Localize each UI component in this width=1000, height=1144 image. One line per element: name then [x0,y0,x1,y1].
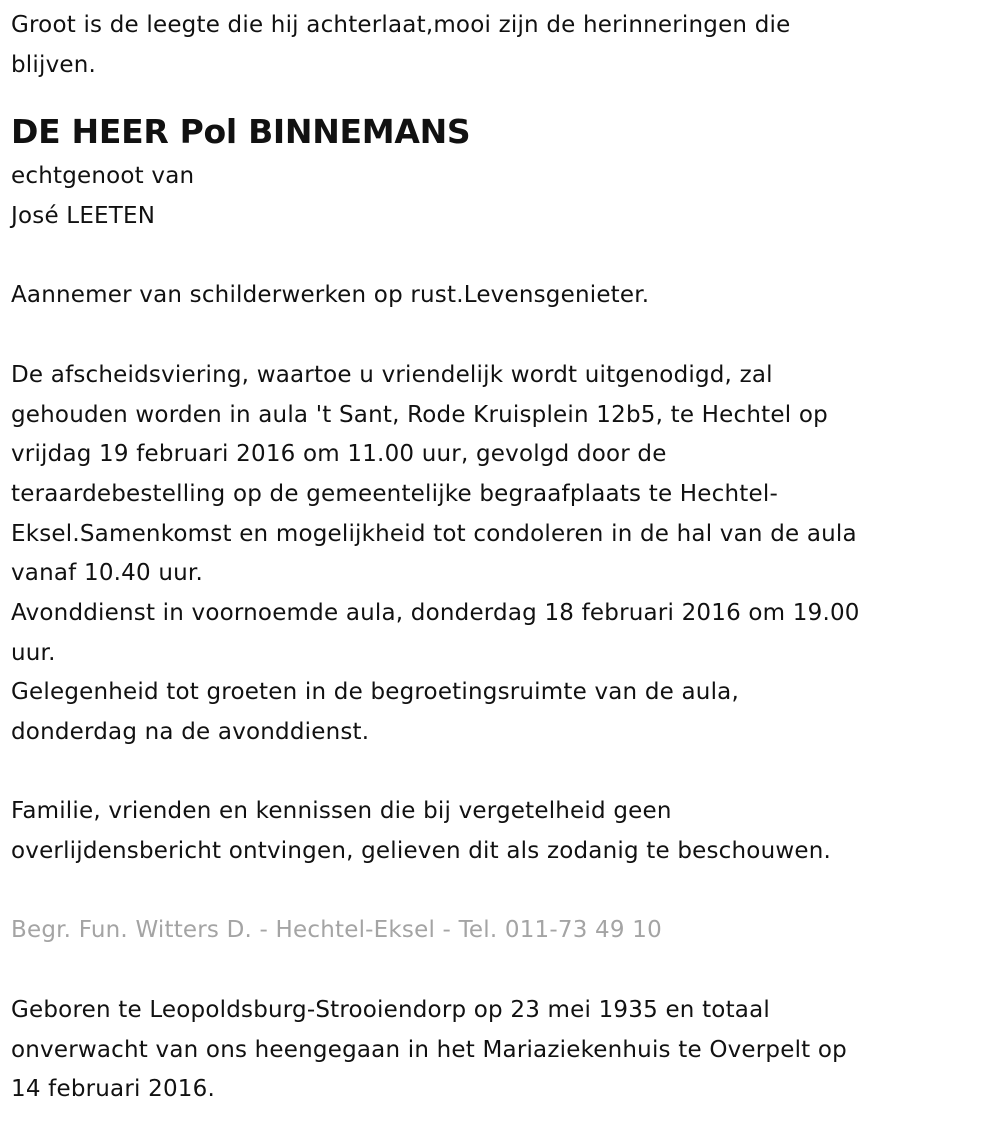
deceased-name: DE HEER Pol BINNEMANS [11,112,471,152]
ceremony-line: De afscheidsviering, waartoe u vriendelijk wordt uitgenodigd, zal [11,361,773,388]
notice [11,792,1000,871]
ceremony-line: vrijdag 19 februari 2016 om 11.00 uur, gevolgd door de [11,441,667,468]
spouse-line: echtgenoot van [11,163,195,190]
birth-details [11,991,1000,1110]
occupation: Aannemer van schilderwerken op rust.Levensgenieter. [11,282,650,309]
quote-line: blijven. [11,51,97,78]
birth-line: onverwacht van ons heengegaan in het Mariaziekenhuis te Overpelt op [11,1036,847,1063]
notice-line: Familie, vrienden en kennissen die bij vergetelheid geen [11,798,672,825]
birth-line: 14 februari 2016. [11,1076,215,1103]
ceremony-line: Avonddienst in voornoemde aula, donderdag 18 februari 2016 om 19.00 [11,599,860,626]
birth-line: Geboren te Leopoldsburg-Strooiendorp op 23 mei 1935 en totaal [11,996,770,1023]
quote-line: Groot is de leegte die hij achterlaat,mooi zijn de herinneringen die [11,12,791,38]
quote [11,6,1000,85]
ceremony-line: Gelegenheid tot groeten in de begroetingsruimte van de aula, [11,679,739,706]
ceremony-line: donderdag na de avonddienst. [11,719,370,745]
spouse-name: José LEETEN [11,203,156,230]
notice-line: overlijdensbericht ontvingen, gelieven dit als zodanig te beschouwen. [11,838,831,865]
ceremony-line: Eksel.Samenkomst en mogelijkheid tot condoleren in de hal van de aula [11,520,857,547]
funeral-home: Begr. Fun. Witters D. - Hechtel-Eksel - Tel. 011-73 49 10 [11,917,662,944]
ceremony-details [11,356,1000,753]
spouse [11,157,1000,236]
ceremony-line: teraardebestelling op de gemeentelijke begraafplaats te Hechtel- [11,480,778,507]
ceremony-line: vanaf 10.40 uur. [11,560,203,587]
ceremony-line: gehouden worden in aula 't Sant, Rode Kruisplein 12b5, te Hechtel op [11,401,828,428]
ceremony-line: uur. [11,639,56,666]
